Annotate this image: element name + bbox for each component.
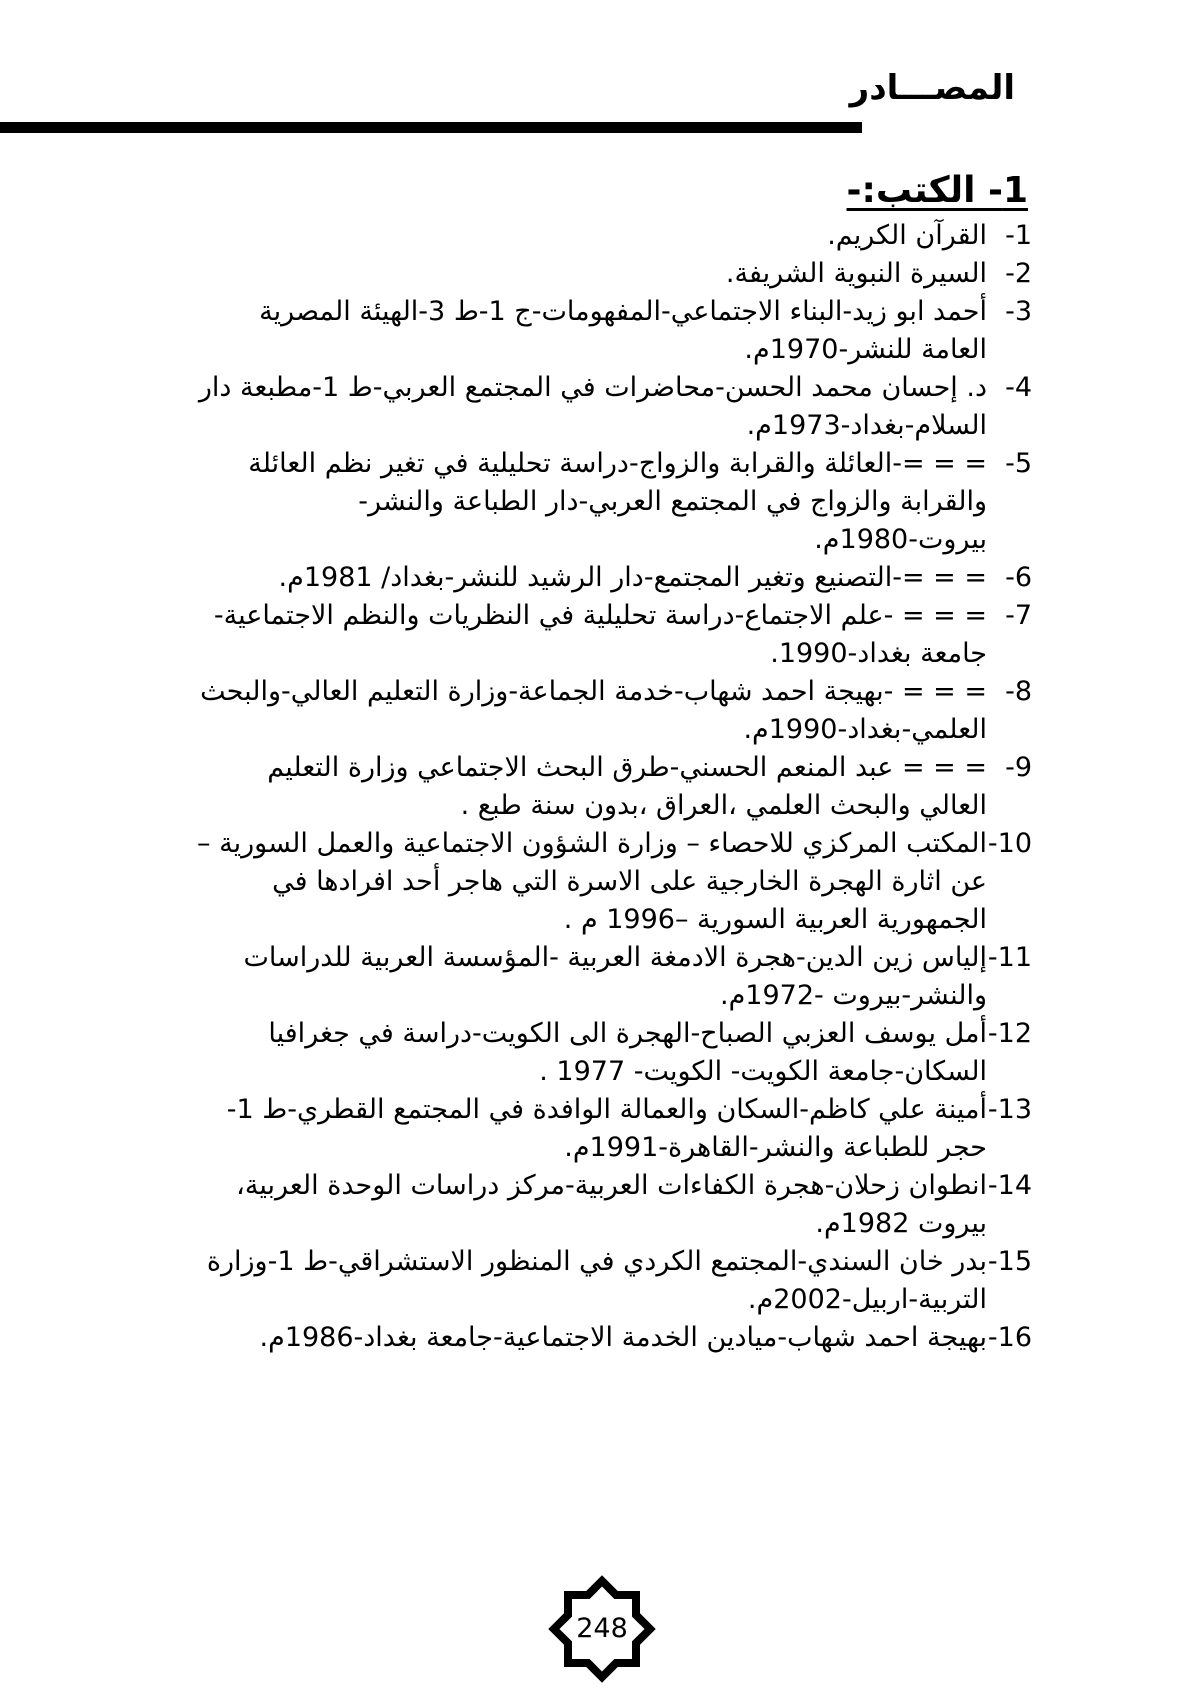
reference-text: أمل يوسف العزبي الصباح-الهجرة الى الكويت-دراسة في جغرافيا السكان-جامعة الكويت- الكويت- 1977 . (268, 1018, 987, 1087)
reference-item (192, 749, 1032, 825)
reference-item (192, 1167, 1032, 1243)
reference-number: 1- (1005, 220, 1032, 251)
reference-number: 9- (1005, 752, 1032, 783)
reference-text: بدر خان السندي-المجتمع الكردي في المنظور الاستشراقي-ط 1-وزارة التربية-اربيل-2002م. (206, 1246, 987, 1315)
reference-item (192, 445, 1032, 559)
reference-number: 11- (987, 942, 1032, 973)
reference-list (192, 217, 1032, 1357)
reference-number: 5- (1005, 448, 1032, 479)
reference-item (192, 293, 1032, 369)
reference-number: 8- (1005, 676, 1032, 707)
reference-number: 15- (987, 1246, 1032, 1277)
reference-number: 3- (1005, 296, 1032, 327)
reference-item (192, 825, 1032, 939)
reference-text: = = = -بهيجة احمد شهاب-خدمة الجماعة-وزارة التعليم العالي-والبحث العلمي-بغداد-1990م. (200, 676, 987, 745)
page-title: المصـــادر (849, 68, 1015, 108)
reference-text: إلياس زين الدين-هجرة الادمغة العربية -المؤسسة العربية للدراسات والنشر-بيروت -1972م. (243, 942, 987, 1011)
reference-item (192, 1091, 1032, 1167)
reference-text: أحمد ابو زيد-البناء الاجتماعي-المفهومات-ج 1-ط 3-الهيئة المصرية العامة للنشر-1970م. (259, 296, 987, 365)
reference-item (192, 217, 1032, 255)
reference-item (192, 1015, 1032, 1091)
reference-item (192, 255, 1032, 293)
reference-number: 14- (987, 1170, 1032, 1201)
reference-text: القرآن الكريم. (827, 220, 987, 251)
reference-number: 10- (987, 828, 1032, 859)
reference-number: 12- (987, 1018, 1032, 1049)
reference-text: انطوان زحلان-هجرة الكفاءات العربية-مركز دراسات الوحدة العربية، بيروت 1982م. (236, 1170, 987, 1239)
reference-text: = = =-العائلة والقرابة والزواج-دراسة تحليلية في تغير نظم العائلة والقرابة والزواج في المجتمع العربي-دار الطباعة والنشر-بيروت-1980م. (248, 448, 987, 555)
reference-item (192, 673, 1032, 749)
reference-item (192, 1243, 1032, 1319)
reference-text: د. إحسان محمد الحسن-محاضرات في المجتمع العربي-ط 1-مطبعة دار السلام-بغداد-1973م. (198, 372, 987, 441)
reference-number: 6- (1005, 562, 1032, 593)
reference-number: 16- (987, 1322, 1032, 1353)
reference-text: بهيجة احمد شهاب-ميادين الخدمة الاجتماعية-جامعة بغداد-1986م. (259, 1322, 987, 1353)
reference-text: = = =-التصنيع وتغير المجتمع-دار الرشيد للنشر-بغداد/ 1981م. (278, 562, 987, 593)
reference-item (192, 939, 1032, 1015)
section-heading: 1- الكتب:- (846, 170, 1028, 211)
reference-text: = = = -علم الاجتماع-دراسة تحليلية في النظريات والنظم الاجتماعية-جامعة بغداد-1990. (213, 600, 987, 669)
reference-number: 7- (1005, 600, 1032, 631)
reference-item (192, 1319, 1032, 1357)
page-number-badge (548, 1575, 656, 1683)
reference-text: المكتب المركزي للاحصاء – وزارة الشؤون الاجتماعية والعمل السورية – عن اثارة الهجرة الخارجية على الاسرة التي هاجر أحد افرادها في الجمهورية العربية السورية –1996 م . (197, 828, 987, 935)
reference-number: 4- (1005, 372, 1032, 403)
reference-text: = = = عبد المنعم الحسني-طرق البحث الاجتماعي وزارة التعليم العالي والبحث العلمي ،العراق ،بدون سنة طبع . (267, 752, 987, 821)
header-rule (0, 122, 862, 133)
reference-number: 13- (987, 1094, 1032, 1125)
reference-item (192, 369, 1032, 445)
reference-item (192, 597, 1032, 673)
reference-item (192, 559, 1032, 597)
reference-text: السيرة النبوية الشريفة. (725, 258, 987, 289)
reference-text: أمينة علي كاظم-السكان والعمالة الوافدة في المجتمع القطري-ط 1-حجر للطباعة والنشر-القاهرة-1991م. (226, 1094, 987, 1163)
page-number: 248 (576, 1613, 628, 1644)
reference-number: 2- (1005, 258, 1032, 289)
